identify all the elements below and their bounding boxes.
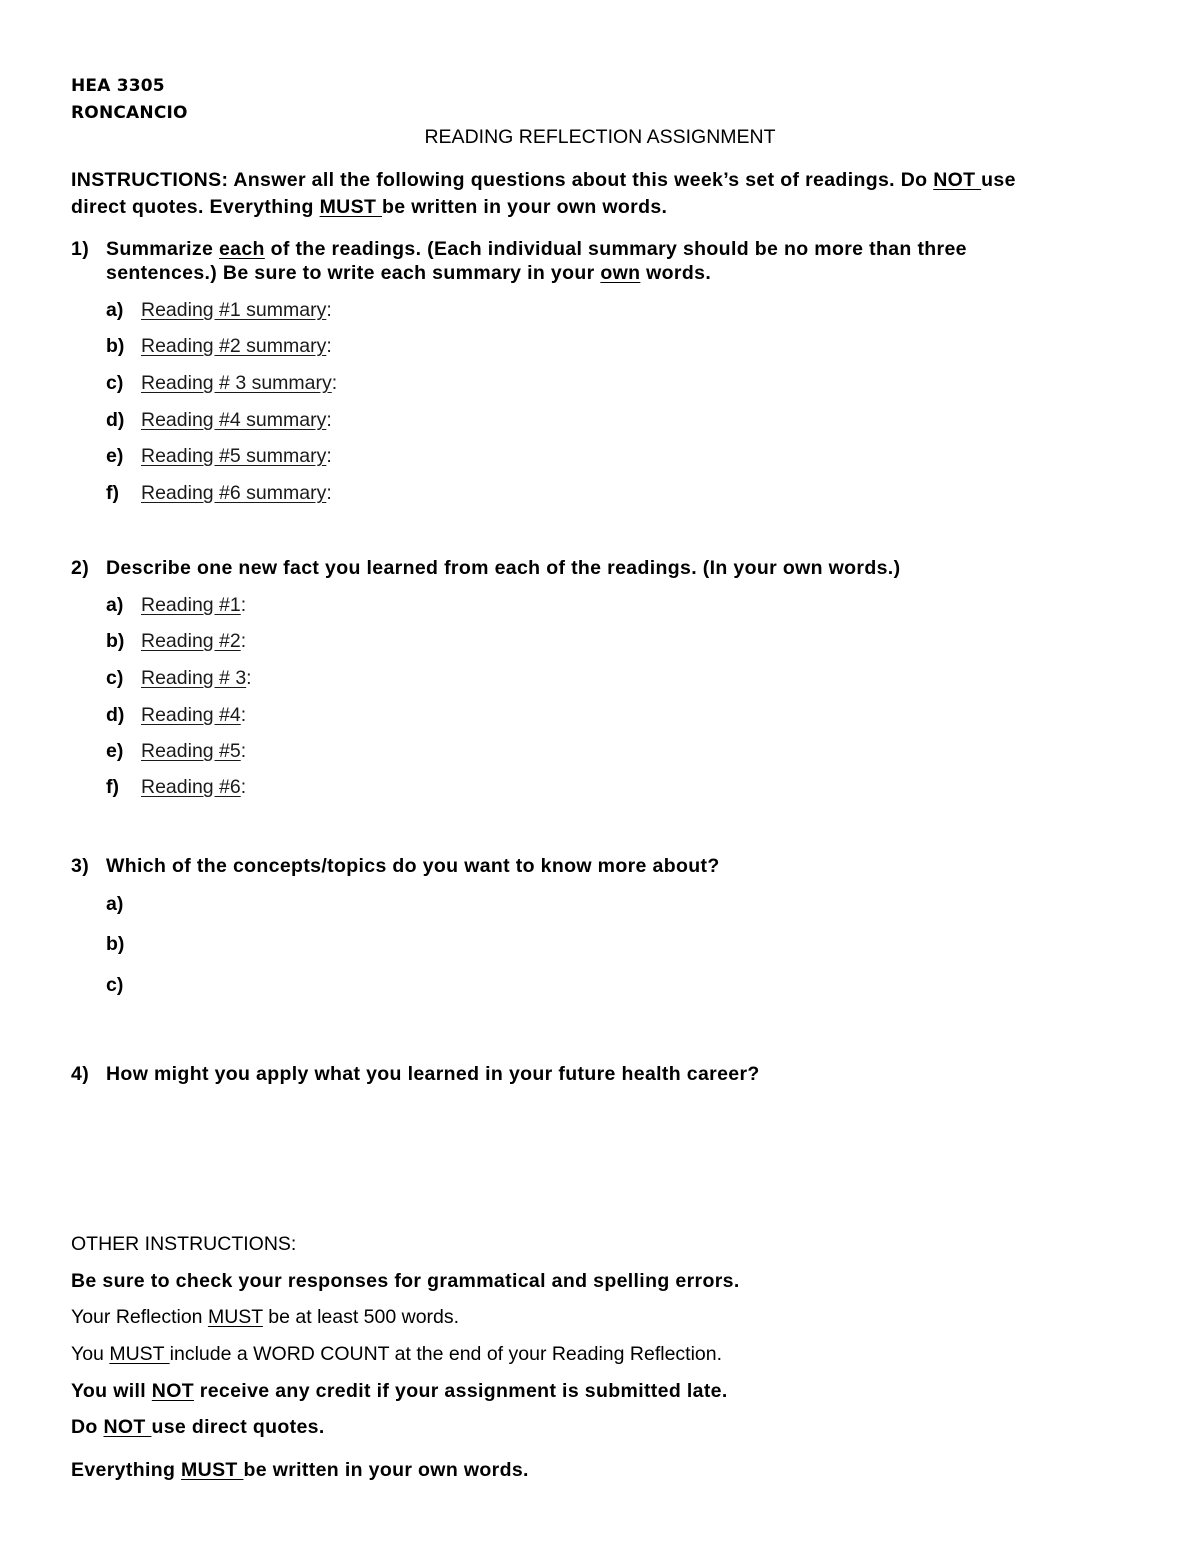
item-letter: f) [106,776,119,798]
item-letter: d) [106,409,125,431]
item-letter: c) [106,974,124,996]
question-number: 4) [71,1063,90,1085]
item-letter: b) [106,630,125,652]
item-letter: f) [106,482,119,504]
reading-link[interactable]: Reading # 3: [141,667,252,689]
other-instruction-line: Be sure to check your responses for grammatical and spelling errors. [71,1270,740,1292]
question-number: 1) [71,238,90,260]
reading-link[interactable]: Reading #1: [141,594,247,616]
page-title: READING REFLECTION ASSIGNMENT [424,126,776,148]
item-letter: e) [106,740,124,762]
item-letter: d) [106,704,125,726]
reading-link[interactable]: Reading # 3 summary: [141,372,338,394]
other-instruction-line: Everything MUST be written in your own words. [71,1459,529,1481]
reading-link[interactable]: Reading #4: [141,704,247,726]
item-letter: a) [106,299,124,321]
item-letter: a) [106,893,124,915]
item-letter: c) [106,372,124,394]
other-instruction-line: Your Reflection MUST be at least 500 words. [71,1306,460,1328]
question-1-text-line-2: sentences.) Be sure to write each summary in your own words. [106,262,712,284]
other-instruction-line: You will NOT receive any credit if your assignment is submitted late. [71,1380,728,1402]
reading-link[interactable]: Reading #6: [141,776,247,798]
question-text: Which of the concepts/topics do you want to know more about? [106,855,720,877]
other-instructions-heading: OTHER INSTRUCTIONS: [71,1233,297,1255]
reading-link[interactable]: Reading #5: [141,740,247,762]
course-code: HEA 3305 [71,76,165,96]
item-letter: b) [106,933,125,955]
item-letter: b) [106,335,125,357]
question-text: How might you apply what you learned in your future health career? [106,1063,760,1085]
reading-link[interactable]: Reading #5 summary: [141,445,332,467]
question-text-line-1: Summarize each of the readings. (Each individual summary should be no more than three [106,238,967,260]
reading-link[interactable]: Reading #2 summary: [141,335,332,357]
reading-link[interactable]: Reading #4 summary: [141,409,332,431]
item-letter: a) [106,594,124,616]
instructions-line-1: INSTRUCTIONS: Answer all the following questions about this week’s set of readings. Do NOT use [71,169,1016,191]
question-text: Describe one new fact you learned from each of the readings. (In your own words.) [106,557,901,579]
question-number: 2) [71,557,90,579]
reading-link[interactable]: Reading #2: [141,630,247,652]
question-number: 3) [71,855,90,877]
instructions-line-2: direct quotes. Everything MUST be written in your own words. [71,196,668,218]
reading-link[interactable]: Reading #6 summary: [141,482,332,504]
instructor-name: RONCANCIO [71,103,188,123]
other-instruction-line: Do NOT use direct quotes. [71,1416,325,1438]
item-letter: c) [106,667,124,689]
item-letter: e) [106,445,124,467]
reading-link[interactable]: Reading #1 summary: [141,299,332,321]
other-instruction-line: You MUST include a WORD COUNT at the end of your Reading Reflection. [71,1343,723,1365]
